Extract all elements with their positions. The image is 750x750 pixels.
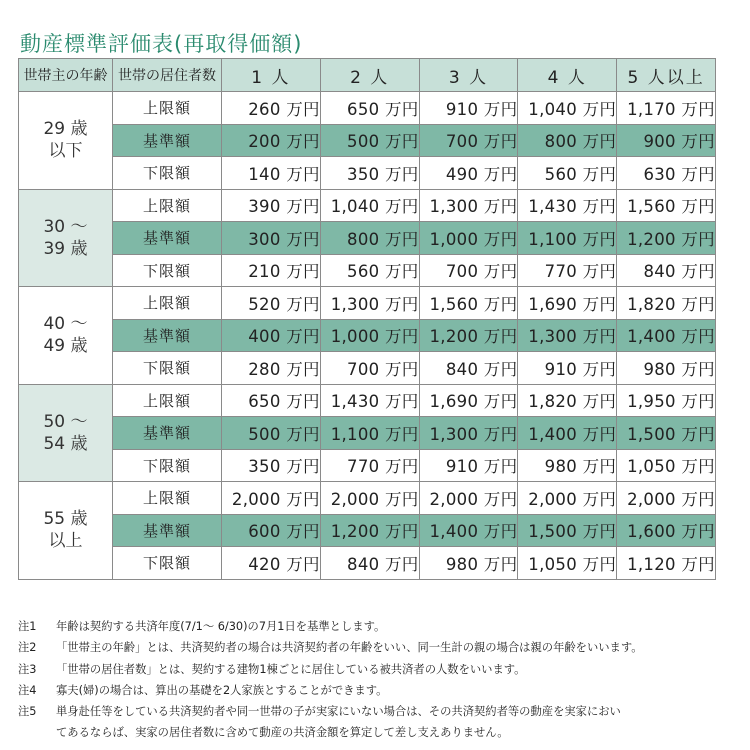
value-cell: 390 万円 (222, 189, 321, 222)
value-cell: 1,400 万円 (518, 417, 617, 450)
note-text: 寡夫(婦)の場合は、算出の基礎を2人家族とすることができます。 (56, 683, 388, 697)
value-cell: 1,690 万円 (518, 287, 617, 320)
value-cell: 630 万円 (617, 157, 716, 190)
age-group-label-line2: 以上 (48, 531, 83, 552)
value-cell: 1,430 万円 (320, 384, 419, 417)
value-cell: 1,950 万円 (617, 384, 716, 417)
table-row (19, 287, 716, 320)
value-cell: 1,300 万円 (320, 287, 419, 320)
note-line (18, 701, 733, 722)
table-row (19, 482, 716, 515)
value-cell: 1,500 万円 (617, 417, 716, 450)
note-number: 注1 (18, 620, 37, 633)
value-cell: 1,000 万円 (320, 319, 419, 352)
row-type-label: 基準額 (113, 514, 222, 547)
value-cell: 2,000 万円 (518, 482, 617, 515)
valuation-table (18, 58, 716, 580)
value-cell: 770 万円 (320, 449, 419, 482)
value-cell: 980 万円 (518, 449, 617, 482)
header-residents: 世帯の居住者数 (113, 59, 222, 92)
table-row (19, 417, 716, 450)
value-cell: 1,690 万円 (419, 384, 518, 417)
header-age: 世帯主の年齢 (19, 59, 113, 92)
value-cell: 280 万円 (222, 352, 321, 385)
age-group-cell (19, 287, 113, 385)
value-cell: 770 万円 (518, 254, 617, 287)
header-persons-2: 2 人 (320, 59, 419, 92)
value-cell: 840 万円 (617, 254, 716, 287)
value-cell: 1,050 万円 (617, 449, 716, 482)
age-group-cell (19, 384, 113, 482)
table-row (19, 254, 716, 287)
age-group-cell (19, 92, 113, 190)
table-row (19, 319, 716, 352)
value-cell: 700 万円 (320, 352, 419, 385)
value-cell: 910 万円 (518, 352, 617, 385)
value-cell: 1,000 万円 (419, 222, 518, 255)
row-type-label: 基準額 (113, 319, 222, 352)
value-cell: 560 万円 (518, 157, 617, 190)
value-cell: 300 万円 (222, 222, 321, 255)
value-cell: 1,500 万円 (518, 514, 617, 547)
value-cell: 1,430 万円 (518, 189, 617, 222)
note-line (18, 659, 733, 680)
value-cell: 1,560 万円 (419, 287, 518, 320)
value-cell: 980 万円 (419, 547, 518, 580)
value-cell: 2,000 万円 (617, 482, 716, 515)
value-cell: 800 万円 (518, 124, 617, 157)
note-line (18, 680, 733, 701)
note-number: 注5 (18, 705, 37, 719)
value-cell: 650 万円 (320, 92, 419, 125)
row-type-label: 上限額 (113, 482, 222, 515)
value-cell: 350 万円 (320, 157, 419, 190)
row-type-label: 下限額 (113, 352, 222, 385)
value-cell: 400 万円 (222, 319, 321, 352)
value-cell: 1,200 万円 (617, 222, 716, 255)
value-cell: 1,050 万円 (518, 547, 617, 580)
value-cell: 1,560 万円 (617, 189, 716, 222)
note-text: てあるならば、実家の居住者数に含めて動産の共済金額を算定して差し支えありません。 (56, 726, 509, 740)
value-cell: 1,040 万円 (518, 92, 617, 125)
table-row (19, 547, 716, 580)
row-type-label: 下限額 (113, 157, 222, 190)
value-cell: 600 万円 (222, 514, 321, 547)
age-group-label-line2: 54 歳 (43, 433, 88, 454)
value-cell: 500 万円 (320, 124, 419, 157)
note-line (18, 637, 733, 658)
value-cell: 980 万円 (617, 352, 716, 385)
age-group-label-line2: 39 歳 (43, 238, 88, 259)
row-type-label: 下限額 (113, 449, 222, 482)
value-cell: 260 万円 (222, 92, 321, 125)
value-cell: 1,100 万円 (518, 222, 617, 255)
table-row (19, 514, 716, 547)
value-cell: 1,200 万円 (419, 319, 518, 352)
header-persons-4: 4 人 (518, 59, 617, 92)
value-cell: 490 万円 (419, 157, 518, 190)
age-group-cell (19, 482, 113, 580)
note-number: 注4 (18, 683, 37, 697)
value-cell: 1,170 万円 (617, 92, 716, 125)
table-header-row (19, 59, 716, 92)
row-type-label: 基準額 (113, 124, 222, 157)
table-row (19, 384, 716, 417)
value-cell: 1,100 万円 (320, 417, 419, 450)
note-text: 年齢は契約する共済年度(7/1〜 6/30)の7月1日を基準とします。 (56, 620, 386, 633)
value-cell: 700 万円 (419, 254, 518, 287)
value-cell: 900 万円 (617, 124, 716, 157)
age-group-label-line2: 以下 (48, 141, 83, 162)
value-cell: 910 万円 (419, 92, 518, 125)
value-cell: 1,600 万円 (617, 514, 716, 547)
header-persons-1: 1 人 (222, 59, 321, 92)
row-type-label: 下限額 (113, 547, 222, 580)
value-cell: 2,000 万円 (419, 482, 518, 515)
table-row (19, 222, 716, 255)
value-cell: 840 万円 (320, 547, 419, 580)
value-cell: 2,000 万円 (320, 482, 419, 515)
value-cell: 2,000 万円 (222, 482, 321, 515)
note-line (18, 722, 733, 743)
value-cell: 1,400 万円 (419, 514, 518, 547)
table-body (19, 92, 716, 580)
value-cell: 1,120 万円 (617, 547, 716, 580)
value-cell: 700 万円 (419, 124, 518, 157)
row-type-label: 基準額 (113, 222, 222, 255)
age-group-label-line1: 40 〜 (43, 314, 88, 335)
value-cell: 1,820 万円 (617, 287, 716, 320)
value-cell: 910 万円 (419, 449, 518, 482)
value-cell: 800 万円 (320, 222, 419, 255)
table-row (19, 449, 716, 482)
value-cell: 1,300 万円 (518, 319, 617, 352)
age-group-label-line1: 30 〜 (43, 216, 88, 237)
table-row (19, 157, 716, 190)
value-cell: 520 万円 (222, 287, 321, 320)
value-cell: 210 万円 (222, 254, 321, 287)
page-title: 動産標準評価表(再取得価額) (20, 32, 303, 57)
value-cell: 1,820 万円 (518, 384, 617, 417)
row-type-label: 上限額 (113, 189, 222, 222)
value-cell: 500 万円 (222, 417, 321, 450)
row-type-label: 上限額 (113, 384, 222, 417)
value-cell: 650 万円 (222, 384, 321, 417)
header-persons-5plus: 5 人以上 (617, 59, 716, 92)
note-number: 注3 (18, 662, 37, 676)
value-cell: 1,300 万円 (419, 417, 518, 450)
note-number: 注2 (18, 641, 37, 655)
value-cell: 140 万円 (222, 157, 321, 190)
value-cell: 560 万円 (320, 254, 419, 287)
value-cell: 350 万円 (222, 449, 321, 482)
value-cell: 1,200 万円 (320, 514, 419, 547)
value-cell: 1,040 万円 (320, 189, 419, 222)
note-text: 「世帯の居住者数」とは、契約する建物1棟ごとに居住している被共済者の人数をいいます。 (56, 662, 526, 676)
age-group-label-line2: 49 歳 (43, 336, 88, 357)
value-cell: 1,400 万円 (617, 319, 716, 352)
value-cell: 1,300 万円 (419, 189, 518, 222)
note-text: 単身赴任等をしている共済契約者や同一世帯の子が実家にいない場合は、その共済契約者等の動産を実家におい (56, 705, 621, 719)
value-cell: 420 万円 (222, 547, 321, 580)
table-row (19, 352, 716, 385)
table-row (19, 189, 716, 222)
header-persons-3: 3 人 (419, 59, 518, 92)
notes (18, 616, 733, 744)
note-line (18, 616, 733, 637)
row-type-label: 基準額 (113, 417, 222, 450)
age-group-label-line1: 55 歳 (43, 509, 88, 530)
note-text: 「世帯主の年齢」とは、共済契約者の場合は共済契約者の年齢をいい、同一生計の親の場合は親の年齢をいいます。 (56, 641, 643, 655)
value-cell: 200 万円 (222, 124, 321, 157)
row-type-label: 下限額 (113, 254, 222, 287)
table-row (19, 92, 716, 125)
age-group-label-line1: 50 〜 (43, 411, 88, 432)
value-cell: 840 万円 (419, 352, 518, 385)
row-type-label: 上限額 (113, 92, 222, 125)
table-row (19, 124, 716, 157)
age-group-cell (19, 189, 113, 287)
row-type-label: 上限額 (113, 287, 222, 320)
age-group-label-line1: 29 歳 (43, 119, 88, 140)
